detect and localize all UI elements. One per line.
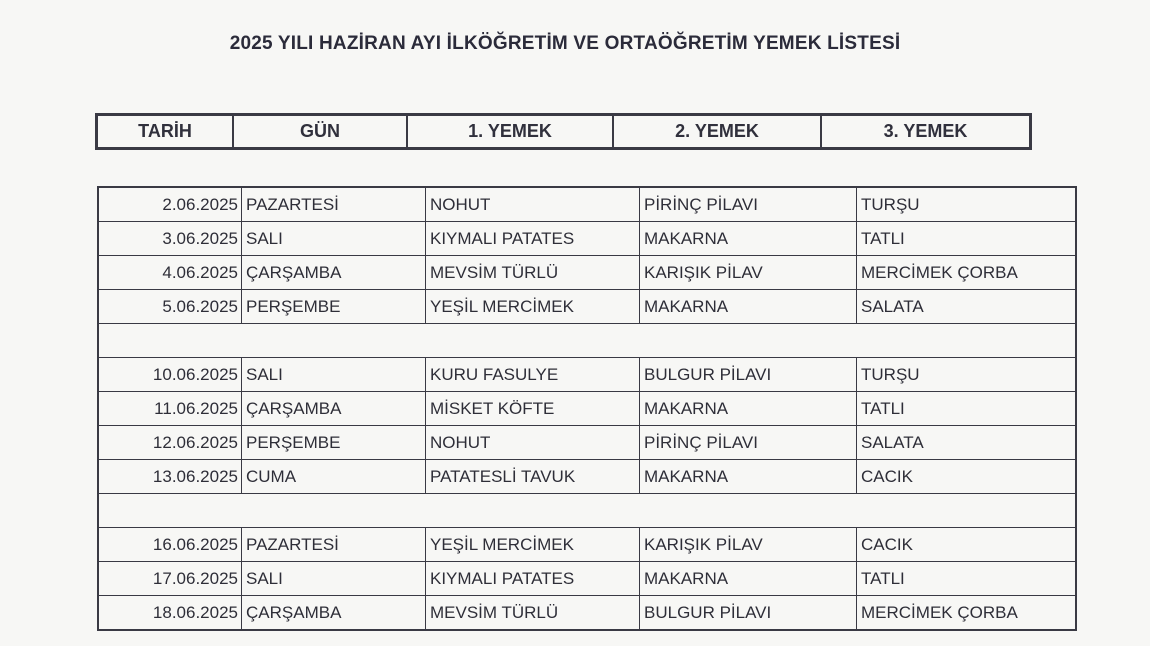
cell-day: PAZARTESİ <box>242 528 426 562</box>
cell-date: 12.06.2025 <box>98 426 242 460</box>
cell-date: 16.06.2025 <box>98 528 242 562</box>
table-row <box>98 528 1076 562</box>
table-row <box>98 426 1076 460</box>
table-row <box>98 460 1076 494</box>
header-meal-3: 3. YEMEK <box>821 115 1031 149</box>
menu-table <box>97 186 1077 631</box>
cell-meal-2: MAKARNA <box>640 290 857 324</box>
cell-meal-2: MAKARNA <box>640 562 857 596</box>
cell-day: ÇARŞAMBA <box>242 392 426 426</box>
cell-date: 13.06.2025 <box>98 460 242 494</box>
header-row <box>97 115 1031 149</box>
cell-meal-3: TATLI <box>857 562 1077 596</box>
cell-meal-2: MAKARNA <box>640 460 857 494</box>
cell-date: 10.06.2025 <box>98 358 242 392</box>
table-row <box>98 187 1076 222</box>
cell-meal-1: KIYMALI PATATES <box>426 562 640 596</box>
cell-day: PERŞEMBE <box>242 290 426 324</box>
cell-meal-2: KARIŞIK PİLAV <box>640 528 857 562</box>
cell-meal-3: MERCİMEK ÇORBA <box>857 596 1077 631</box>
cell-meal-3: TURŞU <box>857 358 1077 392</box>
cell-date: 11.06.2025 <box>98 392 242 426</box>
cell-meal-3: TURŞU <box>857 187 1077 222</box>
table-row <box>98 290 1076 324</box>
cell-meal-3: CACIK <box>857 528 1077 562</box>
cell-day: ÇARŞAMBA <box>242 596 426 631</box>
cell-meal-1: MİSKET KÖFTE <box>426 392 640 426</box>
cell-meal-2: KARIŞIK PİLAV <box>640 256 857 290</box>
cell-date: 5.06.2025 <box>98 290 242 324</box>
cell-meal-2: MAKARNA <box>640 392 857 426</box>
cell-meal-1: MEVSİM TÜRLÜ <box>426 256 640 290</box>
week-separator-cell <box>98 494 1076 528</box>
cell-meal-3: TATLI <box>857 392 1077 426</box>
cell-meal-2: BULGUR PİLAVI <box>640 596 857 631</box>
table-row <box>98 562 1076 596</box>
cell-meal-1: NOHUT <box>426 187 640 222</box>
cell-meal-3: MERCİMEK ÇORBA <box>857 256 1077 290</box>
header-meal-1: 1. YEMEK <box>407 115 613 149</box>
cell-date: 18.06.2025 <box>98 596 242 631</box>
cell-meal-3: CACIK <box>857 460 1077 494</box>
cell-day: SALI <box>242 222 426 256</box>
cell-day: PAZARTESİ <box>242 187 426 222</box>
header-meal-2: 2. YEMEK <box>613 115 821 149</box>
cell-meal-1: MEVSİM TÜRLÜ <box>426 596 640 631</box>
cell-meal-2: PİRİNÇ PİLAVI <box>640 426 857 460</box>
cell-day: SALI <box>242 562 426 596</box>
cell-day: SALI <box>242 358 426 392</box>
cell-meal-1: YEŞİL MERCİMEK <box>426 290 640 324</box>
cell-meal-2: PİRİNÇ PİLAVI <box>640 187 857 222</box>
cell-meal-3: TATLI <box>857 222 1077 256</box>
cell-meal-1: NOHUT <box>426 426 640 460</box>
cell-day: ÇARŞAMBA <box>242 256 426 290</box>
table-row <box>98 392 1076 426</box>
cell-meal-1: KURU FASULYE <box>426 358 640 392</box>
header-day: GÜN <box>233 115 407 149</box>
table-row <box>98 358 1076 392</box>
cell-meal-1: YEŞİL MERCİMEK <box>426 528 640 562</box>
page-title: 2025 YILI HAZİRAN AYI İLKÖĞRETİM VE ORTAÖĞRETİM YEMEK LİSTESİ <box>229 33 901 54</box>
header-date: TARİH <box>97 115 234 149</box>
cell-meal-2: MAKARNA <box>640 222 857 256</box>
cell-date: 3.06.2025 <box>98 222 242 256</box>
cell-meal-1: PATATESLİ TAVUK <box>426 460 640 494</box>
cell-meal-3: SALATA <box>857 426 1077 460</box>
week-separator-cell <box>98 324 1076 358</box>
cell-date: 17.06.2025 <box>98 562 242 596</box>
cell-date: 4.06.2025 <box>98 256 242 290</box>
cell-day: CUMA <box>242 460 426 494</box>
table-row <box>98 222 1076 256</box>
table-row <box>98 256 1076 290</box>
cell-meal-2: BULGUR PİLAVI <box>640 358 857 392</box>
cell-day: PERŞEMBE <box>242 426 426 460</box>
cell-date: 2.06.2025 <box>98 187 242 222</box>
menu-table-body <box>98 187 1076 630</box>
column-header-table <box>95 113 1032 150</box>
week-separator-row <box>98 324 1076 358</box>
cell-meal-1: KIYMALI PATATES <box>426 222 640 256</box>
table-row <box>98 596 1076 631</box>
week-separator-row <box>98 494 1076 528</box>
cell-meal-3: SALATA <box>857 290 1077 324</box>
